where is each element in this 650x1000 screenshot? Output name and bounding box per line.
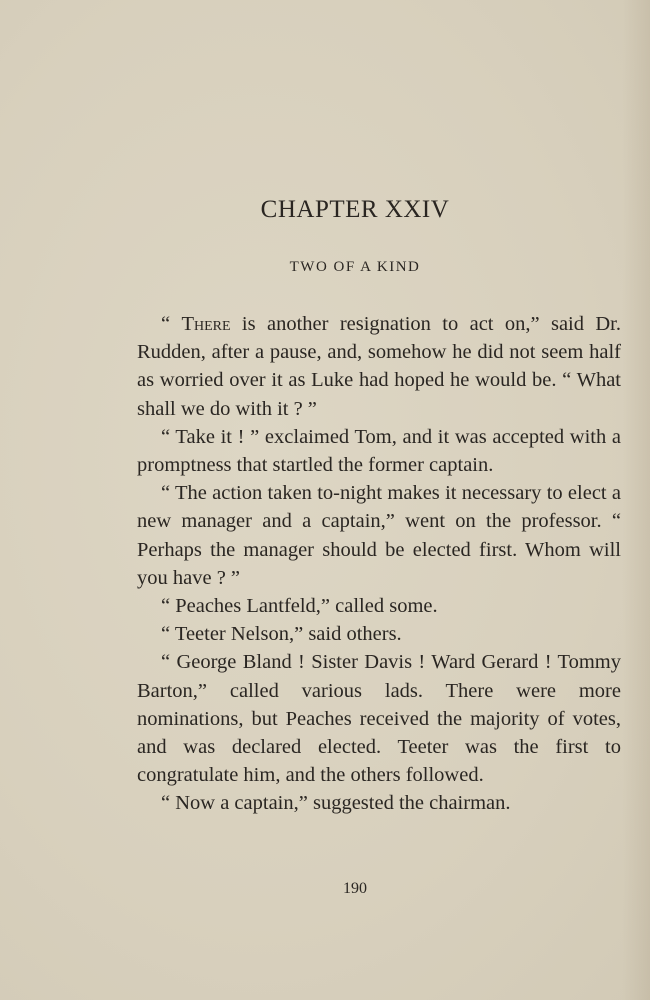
page-edge-shadow — [622, 0, 650, 1000]
paragraph-text: “ Teeter Nelson,” said others. — [161, 623, 402, 646]
chapter-title: TWO OF A KIND — [289, 259, 421, 275]
paragraph — [137, 592, 621, 620]
paragraph-lead: “ — [161, 313, 182, 335]
paragraph — [137, 423, 621, 479]
paragraph-text: “ Take it ! ” exclaimed Tom, and it was accepted with a promptness that startled the former captain. — [137, 425, 621, 477]
paragraph — [137, 479, 621, 592]
paragraph — [137, 310, 621, 423]
paragraph-small-caps: There — [181, 313, 231, 335]
chapter-heading: CHAPTER XXIV — [260, 196, 450, 223]
paragraph-text: “ George Bland ! Sister Davis ! Ward Gerard ! Tommy Barton,” called various lads. There were more nominations, but Peaches received the majority of votes, and was declared elected. Teeter was the first to congratulate him, and the others followed. — [137, 651, 621, 787]
paragraph — [137, 620, 621, 648]
page-number: 190 — [343, 880, 367, 897]
paragraph-text: is another resignation to act on,” said Dr. Rudden, after a pause, and, somehow he did not seem half as worried over it as Luke had hoped he would be. “ What shall we do with it ? ” — [137, 313, 621, 420]
paragraph — [137, 789, 621, 817]
paragraph-text: “ Now a captain,” suggested the chairman. — [161, 792, 511, 815]
paragraph-text: “ Peaches Lantfeld,” called some. — [161, 595, 438, 618]
paragraph — [137, 648, 621, 789]
body-text — [137, 310, 621, 818]
paragraph-text: “ The action taken to-night makes it necessary to elect a new manager and a captain,” went on the professor. “ Perhaps the manager should be elected first. Whom will you have ? ” — [137, 482, 621, 589]
